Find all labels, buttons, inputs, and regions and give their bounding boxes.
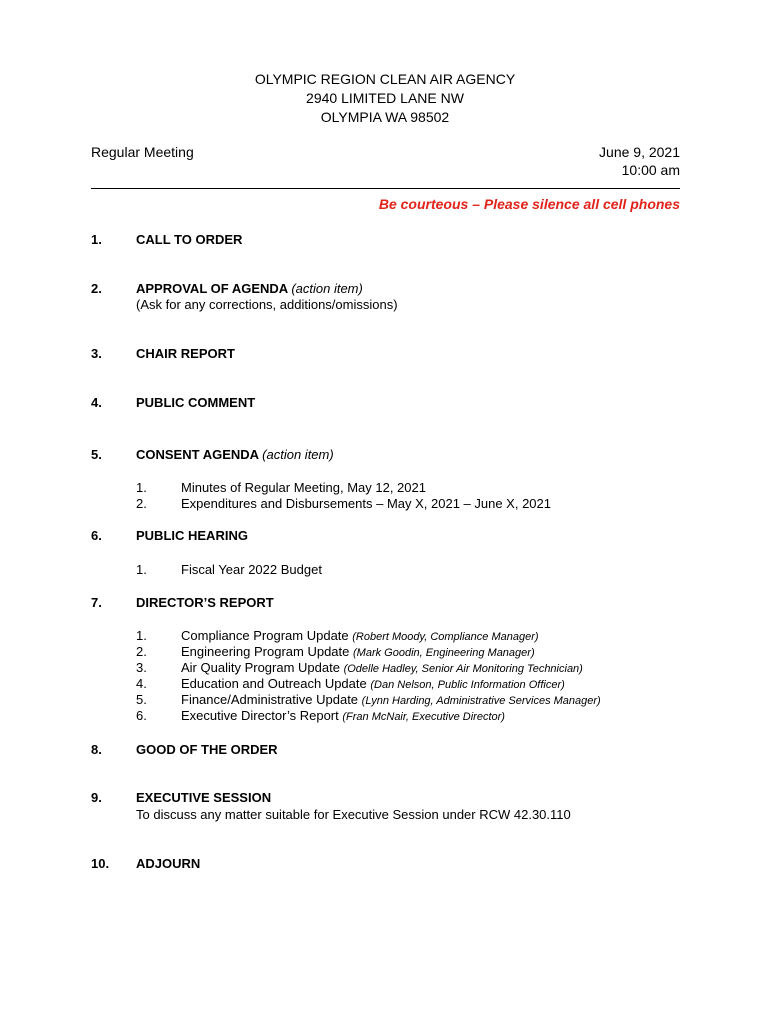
subitem-number: 1. (136, 562, 147, 577)
presenter: (Mark Goodin, Engineering Manager) (353, 647, 535, 659)
agenda-item-number: 7. (91, 595, 102, 610)
agenda-item-number: 1. (91, 232, 102, 247)
meeting-time: 10:00 am (621, 162, 680, 178)
subitem-line (181, 628, 539, 645)
subitem-number: 3. (136, 660, 147, 675)
agenda-item-number: 6. (91, 528, 102, 543)
agenda-item-number: 2. (91, 281, 102, 296)
subitem-number: 6. (136, 708, 147, 723)
subitem-text: Engineering Program Update (181, 644, 350, 659)
subitem-line (181, 676, 565, 693)
agenda-item-title: DIRECTOR’S REPORT (136, 595, 274, 610)
meeting-date: June 9, 2021 (599, 144, 680, 160)
subitem-text: Education and Outreach Update (181, 676, 367, 691)
agenda-item-title: CALL TO ORDER (136, 232, 243, 247)
subitem-number: 2. (136, 644, 147, 659)
presenter: (Fran McNair, Executive Director) (342, 711, 505, 723)
action-item-label: (action item) (262, 447, 334, 462)
agenda-item-title: PUBLIC HEARING (136, 528, 248, 543)
presenter: (Odelle Hadley, Senior Air Monitoring Technician) (343, 663, 583, 675)
subitem-number: 5. (136, 692, 147, 707)
subitem-text: Expenditures and Disbursements – May X, 2021 – June X, 2021 (181, 496, 551, 511)
subitem-line (181, 692, 601, 709)
org-city: OLYMPIA WA 98502 (320, 109, 450, 125)
agenda-item-heading (136, 447, 334, 463)
agenda-item-note: (Ask for any corrections, additions/omissions) (136, 297, 398, 312)
org-address: 2940 LIMITED LANE NW (306, 90, 464, 106)
agenda-item-number: 8. (91, 742, 102, 757)
agenda-item-number: 3. (91, 346, 102, 361)
agenda-item-note: To discuss any matter suitable for Executive Session under RCW 42.30.110 (136, 807, 571, 822)
presenter: (Dan Nelson, Public Information Officer) (370, 679, 565, 691)
agenda-item-title: APPROVAL OF AGENDA (136, 281, 288, 296)
org-name: OLYMPIC REGION CLEAN AIR AGENCY (254, 71, 516, 87)
action-item-label: (action item) (291, 281, 363, 296)
agenda-item-title: CONSENT AGENDA (136, 447, 259, 462)
meeting-type: Regular Meeting (91, 144, 194, 160)
agenda-item-number: 5. (91, 447, 102, 462)
header-divider (91, 188, 680, 189)
agenda-item-title: CHAIR REPORT (136, 346, 235, 361)
meeting-datetime (599, 143, 680, 179)
agenda-item-heading (136, 281, 363, 297)
agenda-item-title: EXECUTIVE SESSION (136, 790, 272, 805)
subitem-text: Air Quality Program Update (181, 660, 340, 675)
agenda-item-number: 10. (91, 856, 110, 871)
subitem-number: 2. (136, 496, 147, 511)
presenter: (Lynn Harding, Administrative Services Manager) (361, 695, 601, 707)
agenda-item-number: 4. (91, 395, 102, 410)
agenda-item-number: 9. (91, 790, 102, 805)
subitem-line (181, 644, 535, 661)
subitem-text: Fiscal Year 2022 Budget (181, 562, 322, 577)
agenda-item-title: ADJOURN (136, 856, 201, 871)
agenda-item-title: PUBLIC COMMENT (136, 395, 256, 410)
subitem-text: Finance/Administrative Update (181, 692, 359, 707)
agenda-item-title: GOOD OF THE ORDER (136, 742, 278, 757)
subitem-text: Compliance Program Update (181, 628, 349, 643)
subitem-text: Executive Director’s Report (181, 708, 339, 723)
subitem-number: 4. (136, 676, 147, 691)
cell-phone-notice: Be courteous – Please silence all cell phones (378, 196, 680, 212)
presenter: (Robert Moody, Compliance Manager) (352, 631, 539, 643)
subitem-number: 1. (136, 480, 147, 495)
subitem-line (181, 708, 505, 725)
subitem-line (181, 660, 583, 677)
subitem-text: Minutes of Regular Meeting, May 12, 2021 (181, 480, 426, 495)
subitem-number: 1. (136, 628, 147, 643)
